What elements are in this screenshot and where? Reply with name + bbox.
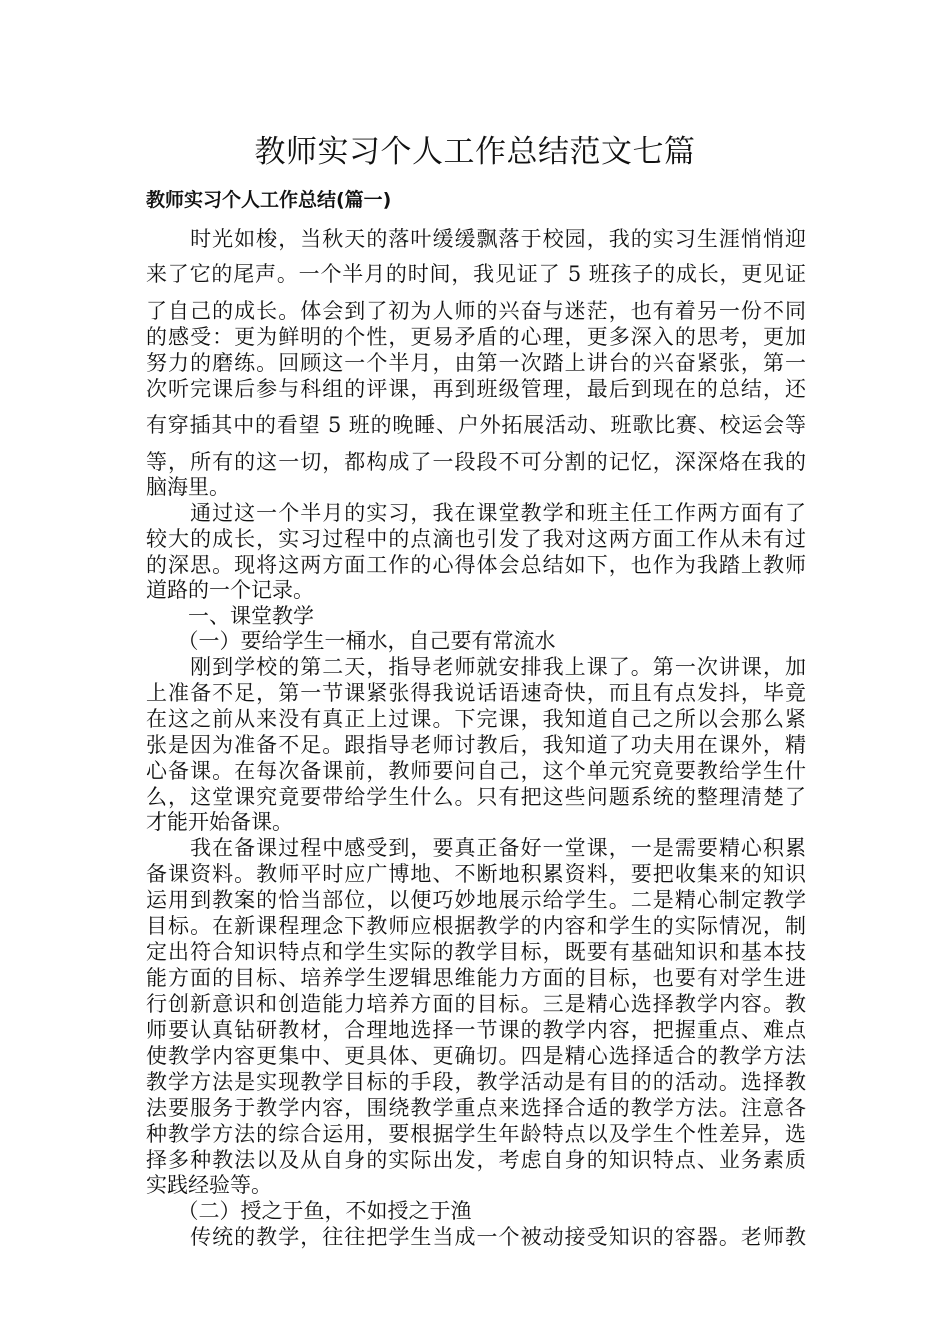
paragraph-line: 能方面的目标、培养学生逻辑思维能力方面的目标，也要有对学生进 — [146, 966, 806, 990]
section-subheading: （一）要给学生一桶水，自己要有常流水 — [146, 629, 556, 653]
paragraph-line: 等，所有的这一切，都构成了一段段不可分割的记忆，深深烙在我的 — [146, 450, 806, 474]
paragraph-line: 脑海里。 — [146, 475, 230, 499]
paragraph-line: 运用到教案的恰当部位，以便巧妙地展示给学生。二是精心制定教学 — [146, 888, 806, 912]
paragraph-line: 法要服务于教学内容，围绕教学重点来选择合适的教学方法。注意各 — [146, 1096, 806, 1120]
paragraph-line: 教学方法是实现教学目标的手段，教学活动是有目的的活动。选择教 — [146, 1070, 806, 1094]
paragraph-line: 次听完课后参与科组的评课，再到班级管理，最后到现在的总结，还 — [146, 377, 806, 401]
paragraph-line: 择多种教法以及从自身的实际出发，考虑自身的知识特点、业务素质 — [146, 1148, 806, 1172]
paragraph-line: 备课资料。教师平时应广博地、不断地积累资料，要把收集来的知识 — [146, 862, 806, 886]
paragraph-line: 行创新意识和创造能力培养方面的目标。三是精心选择教学内容。教 — [146, 992, 806, 1016]
paragraph-line: 通过这一个半月的实习，我在课堂教学和班主任工作两方面有了 — [146, 501, 806, 525]
document-title: 教师实习个人工作总结范文七篇 — [254, 134, 696, 170]
paragraph-line: 较大的成长，实习过程中的点滴也引发了我对这两方面工作从未有过 — [146, 527, 806, 551]
paragraph-line: 在这之前从来没有真正上过课。下完课，我知道自己之所以会那么紧 — [146, 707, 806, 731]
paragraph-line: 使教学内容更集中、更具体、更确切。四是精心选择适合的教学方法 — [146, 1044, 806, 1068]
paragraph-line: 传统的教学，往往把学生当成一个被动接受知识的容器。老师教 — [146, 1225, 806, 1249]
paragraph-line: 我在备课过程中感受到，要真正备好一堂课，一是需要精心积累 — [146, 836, 806, 860]
paragraph-line: 道路的一个记录。 — [146, 578, 314, 602]
paragraph-line: 的感受：更为鲜明的个性，更易矛盾的心理，更多深入的思考，更加 — [146, 325, 806, 349]
section-subheading: 一、课堂教学 — [146, 604, 314, 628]
paragraph-line: 实践经验等。 — [146, 1173, 272, 1197]
paragraph-line: 来了它的尾声。一个半月的时间，我见证了 5 班孩子的成长，更见证 — [146, 262, 806, 286]
paragraph-line: 刚到学校的第二天，指导老师就安排我上课了。第一次讲课，加 — [146, 655, 806, 679]
paragraph-line: 时光如梭，当秋天的落叶缓缓飘落于校园，我的实习生涯悄悄迎 — [146, 227, 806, 251]
paragraph-line: 努力的磨练。回顾这一个半月，由第一次踏上讲台的兴奋紧张，第一 — [146, 351, 806, 375]
paragraph-line: 定出符合知识特点和学生实际的教学目标，既要有基础知识和基本技 — [146, 940, 806, 964]
section-heading: 教师实习个人工作总结(篇一) — [146, 189, 392, 211]
paragraph-line: 师要认真钻研教材，合理地选择一节课的教学内容，把握重点、难点 — [146, 1018, 806, 1042]
paragraph-line: 有穿插其中的看望 5 班的晚睡、户外拓展活动、班歌比赛、校运会等 — [146, 413, 806, 437]
paragraph-line: 心备课。在每次备课前，教师要问自己，这个单元究竟要教给学生什 — [146, 759, 806, 783]
paragraph-line: 么，这堂课究竟要带给学生什么。只有把这些问题系统的整理清楚了 — [146, 785, 806, 809]
paragraph-line: 张是因为准备不足。跟指导老师讨教后，我知道了功夫用在课外，精 — [146, 733, 806, 757]
section-subheading: （二）授之于鱼，不如授之于渔 — [146, 1199, 472, 1223]
paragraph-line: 目标。在新课程理念下教师应根据教学的内容和学生的实际情况，制 — [146, 914, 806, 938]
paragraph-line: 的深思。现将这两方面工作的心得体会总结如下，也作为我踏上教师 — [146, 553, 806, 577]
paragraph-line: 种教学方法的综合运用，要根据学生年龄特点以及学生个性差异，选 — [146, 1122, 806, 1146]
paragraph-line: 才能开始备课。 — [146, 810, 293, 834]
paragraph-line: 上准备不足，第一节课紧张得我说话语速奇快，而且有点发抖，毕竟 — [146, 681, 806, 705]
paragraph-line: 了自己的成长。体会到了初为人师的兴奋与迷茫，也有着另一份不同 — [146, 299, 806, 323]
